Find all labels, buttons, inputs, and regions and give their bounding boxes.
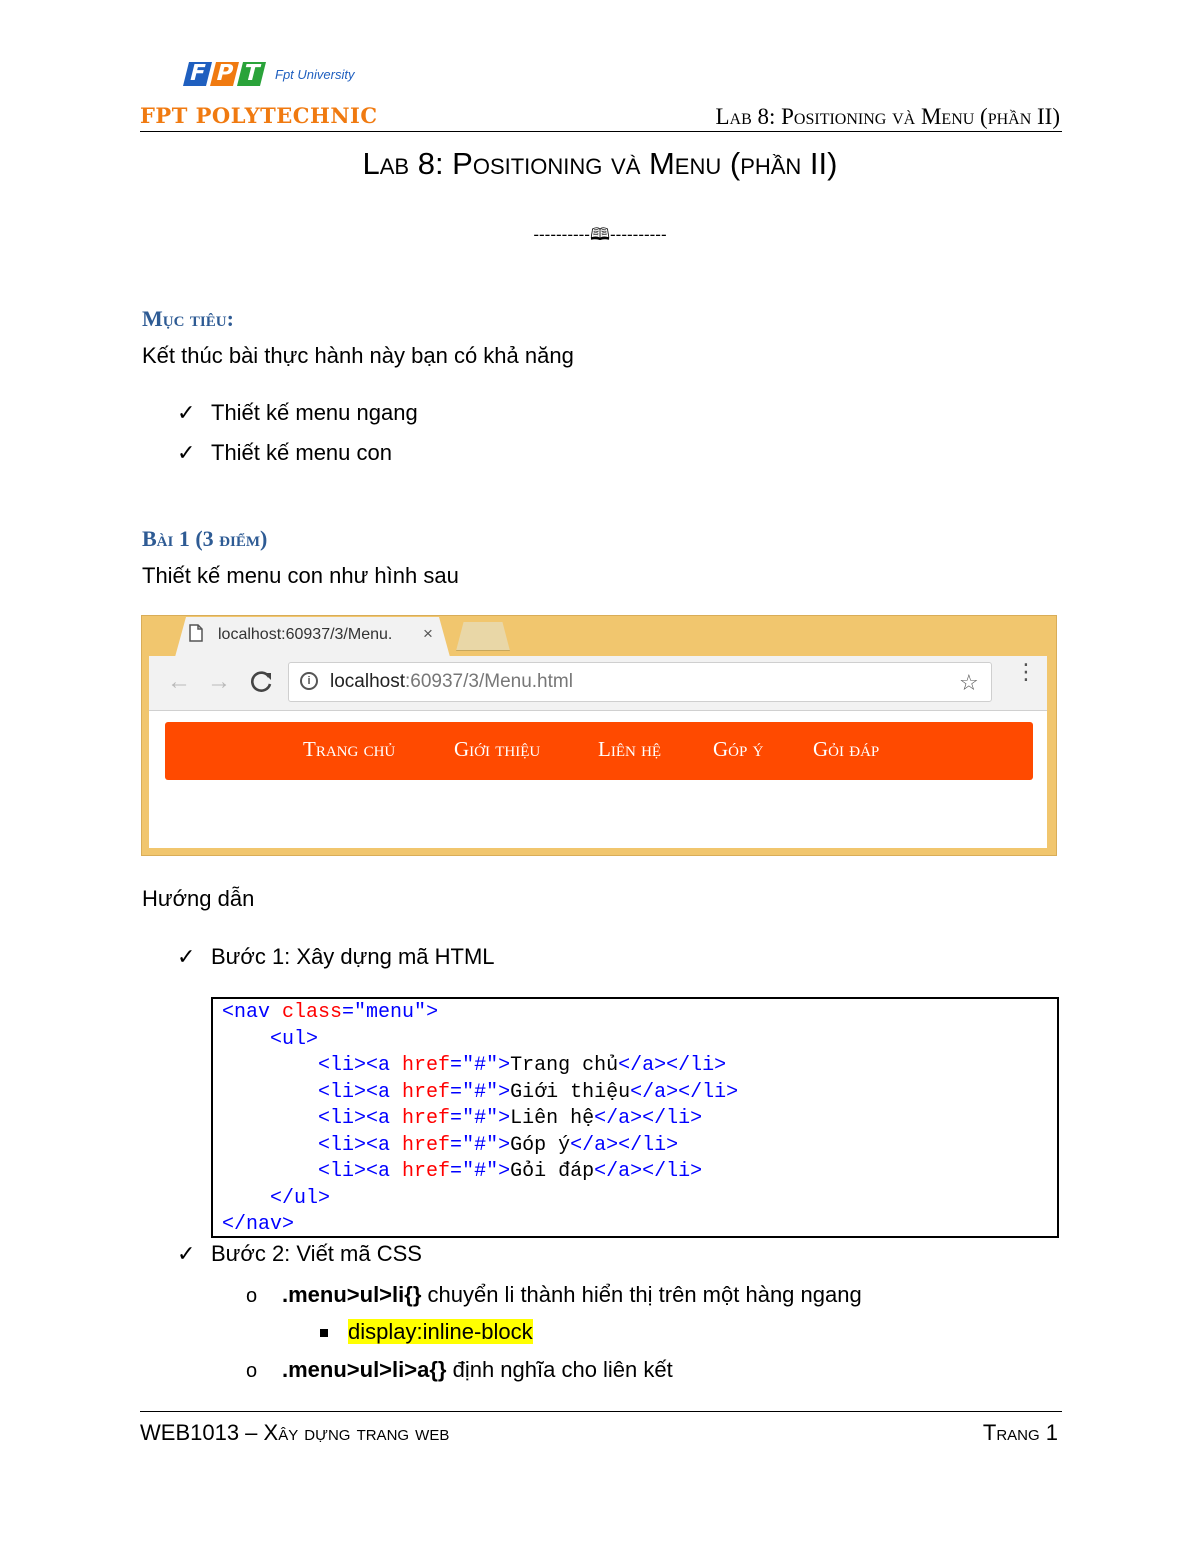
objective-item xyxy=(177,440,392,466)
css-rule-item xyxy=(246,1357,673,1383)
menu-item-gop-y[interactable]: Góp ý xyxy=(713,737,764,761)
more-menu-icon[interactable]: ⋮ xyxy=(1015,659,1037,684)
step-item xyxy=(177,1241,422,1267)
menu-item-gioi-thieu[interactable]: Giới thiệu xyxy=(454,737,541,761)
code-line: <li><a href="#">Trang chủ</a></li> xyxy=(318,1054,727,1077)
css2-selector: .menu>ul>li>a{} xyxy=(282,1357,447,1382)
code-line: <li><a href="#">Giới thiệu</a></li> xyxy=(318,1080,739,1104)
page-title: Lab 8: Positioning và Menu (phần II) xyxy=(362,146,838,181)
url-path: :60937/3/Menu.html xyxy=(405,671,573,692)
forward-arrow-icon[interactable]: → xyxy=(207,668,231,695)
logo-letter-p: P xyxy=(210,62,239,86)
exercise-description: Thiết kế menu con như hình sau xyxy=(142,563,459,588)
exercise-heading: Bài 1 (3 điểm) xyxy=(142,526,268,551)
code-line: </nav> xyxy=(222,1213,295,1236)
circle-bullet-icon: o xyxy=(246,1360,258,1382)
css-rule-item xyxy=(246,1282,862,1308)
css1-property: display:inline-block xyxy=(348,1319,533,1344)
menu-item-trang-chu[interactable]: Trang chủ xyxy=(303,737,396,761)
fpt-logo xyxy=(186,57,354,91)
info-icon[interactable]: i xyxy=(300,672,318,690)
objective-intro: Kết thúc bài thực hành này bạn có khả năng xyxy=(142,343,574,368)
html-code xyxy=(222,1000,738,1239)
code-line: <li><a href="#">Liên hệ</a></li> xyxy=(318,1107,703,1130)
step-item xyxy=(177,944,495,970)
menu-item-lien-he[interactable]: Liên hệ xyxy=(598,737,662,761)
menu-item-goi-dap[interactable]: Gỏi đáp xyxy=(813,737,880,761)
code-line: <nav class="menu"> xyxy=(222,1001,439,1024)
code-line: <li><a href="#">Góp ý</a></li> xyxy=(318,1133,679,1157)
objective-item-text: Thiết kế menu con xyxy=(211,440,392,465)
footer-course: WEB1013 – Xây dựng trang web xyxy=(140,1420,450,1445)
logo-letter-t: T xyxy=(237,62,266,86)
bookmark-star-icon[interactable]: ☆ xyxy=(959,670,979,695)
check-icon: ✓ xyxy=(177,440,196,465)
logo-university: Fpt University xyxy=(275,66,355,82)
title-separator: ----------🕮---------- xyxy=(533,225,667,244)
check-icon: ✓ xyxy=(177,400,196,425)
brand-name: FPT POLYTECHNIC xyxy=(140,103,378,128)
url-host: localhost xyxy=(330,671,405,692)
running-header-title: Lab 8: Positioning và Menu (phần II) xyxy=(715,104,1060,129)
step2-text: Bước 2: Viết mã CSS xyxy=(211,1241,422,1266)
css1-description: chuyển li thành hiển thị trên một hàng ngang xyxy=(421,1282,862,1307)
logo-letter-f: F xyxy=(183,62,212,86)
footer-divider xyxy=(140,1411,1062,1412)
footer-page-number: Trang 1 xyxy=(982,1420,1058,1445)
page-icon xyxy=(189,624,203,642)
css-property-item xyxy=(320,1319,533,1345)
header-divider xyxy=(140,131,1062,132)
objective-item xyxy=(177,400,418,426)
code-line: </ul> xyxy=(270,1186,331,1210)
square-bullet-icon xyxy=(320,1329,328,1337)
circle-bullet-icon: o xyxy=(246,1285,258,1307)
back-arrow-icon[interactable]: ← xyxy=(167,668,191,695)
step1-text: Bước 1: Xây dựng mã HTML xyxy=(211,944,495,969)
url-text[interactable] xyxy=(330,671,573,693)
tab-title: localhost:60937/3/Menu. xyxy=(218,626,393,643)
objective-heading: Mục tiêu: xyxy=(142,306,234,331)
css2-description: định nghĩa cho liên kết xyxy=(446,1357,673,1382)
code-line: <li><a href="#">Gỏi đáp</a></li> xyxy=(318,1160,703,1183)
check-icon: ✓ xyxy=(177,944,196,969)
reload-icon[interactable] xyxy=(250,670,274,694)
new-tab-button[interactable] xyxy=(456,622,510,651)
objective-item-text: Thiết kế menu ngang xyxy=(211,400,418,425)
code-line: <ul> xyxy=(270,1027,319,1051)
check-icon: ✓ xyxy=(177,1241,196,1266)
close-icon[interactable]: × xyxy=(423,624,433,643)
css1-selector: .menu>ul>li{} xyxy=(282,1282,422,1307)
guide-heading: Hướng dẫn xyxy=(142,886,255,911)
